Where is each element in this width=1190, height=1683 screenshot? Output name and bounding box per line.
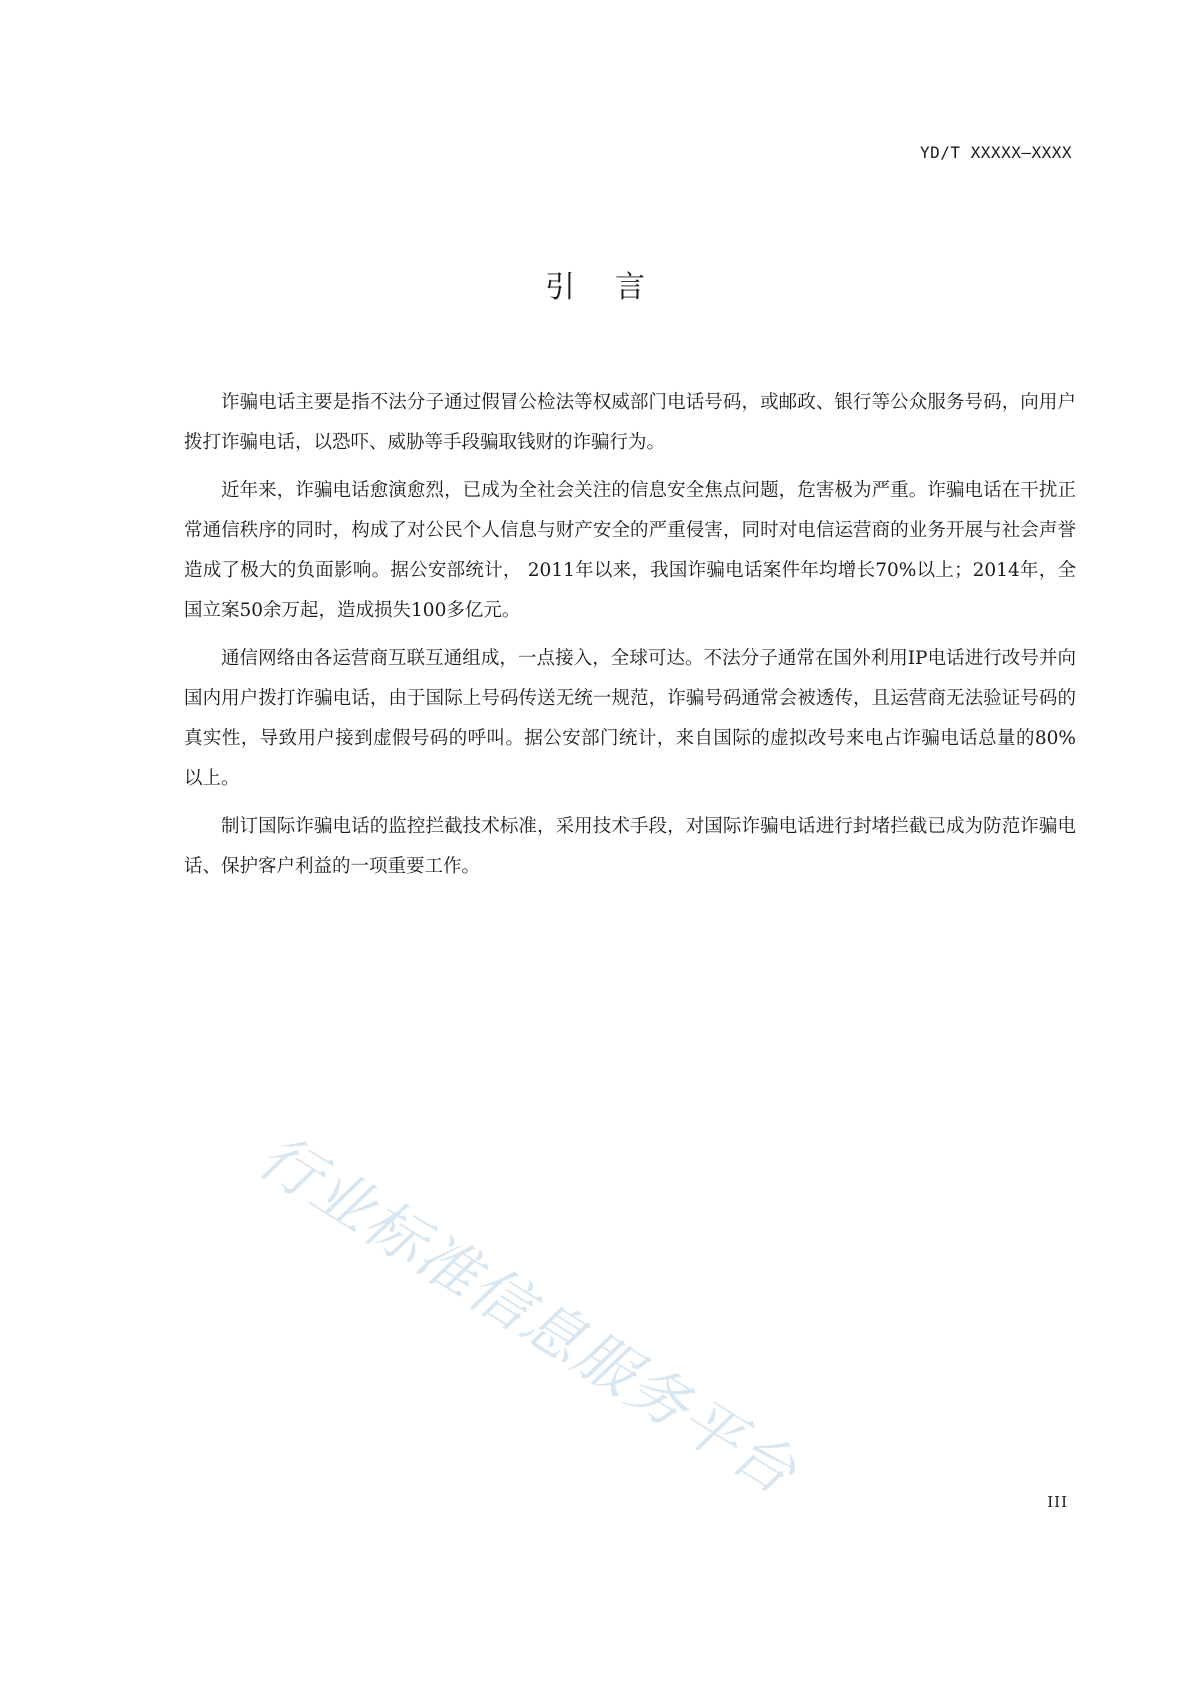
paragraph: 诈骗电话主要是指不法分子通过假冒公检法等权威部门电话号码，或邮政、银行等公众服务号码，向用户拨打诈骗电话，以恐吓、威胁等手段骗取钱财的诈骗行为。 xyxy=(184,392,1076,453)
page-title: 引言 xyxy=(545,270,685,305)
page-number: III xyxy=(1047,1493,1068,1511)
paragraph: 制订国际诈骗电话的监控拦截技术标准，采用技术手段，对国际诈骗电话进行封堵拦截已成为防范诈骗电话、保护客户利益的一项重要工作。 xyxy=(184,816,1076,877)
watermark: 行业标准信息服务平台 xyxy=(246,1121,809,1509)
paragraph: 通信网络由各运营商互联互通组成，一点接入，全球可达。不法分子通常在国外利用IP电话进行改号并向国内用户拨打诈骗电话，由于国际上号码传送无统一规范，诈骗号码通常会被透传，且运营商无法验证号码的真实性，导致用户接到虚假号码的呼叫。据公安部门统计，来自国际的虚拟改号来电占诈骗电话总量的80%以上。 xyxy=(184,648,1076,789)
paragraph: 近年来，诈骗电话愈演愈烈，已成为全社会关注的信息安全焦点问题，危害极为严重。诈骗电话在干扰正常通信秩序的同时，构成了对公民个人信息与财产安全的严重侵害，同时对电信运营商的业务开展与社会声誉造成了极大的负面影响。据公安部统计， 2011年以来，我国诈骗电话案件年均增长70%以上；2014年，全国立案50余万起，造成损失100多亿元。 xyxy=(184,480,1076,621)
document-code: YD/T XXXXX—XXXX xyxy=(920,143,1072,162)
introduction-body xyxy=(184,383,1076,895)
